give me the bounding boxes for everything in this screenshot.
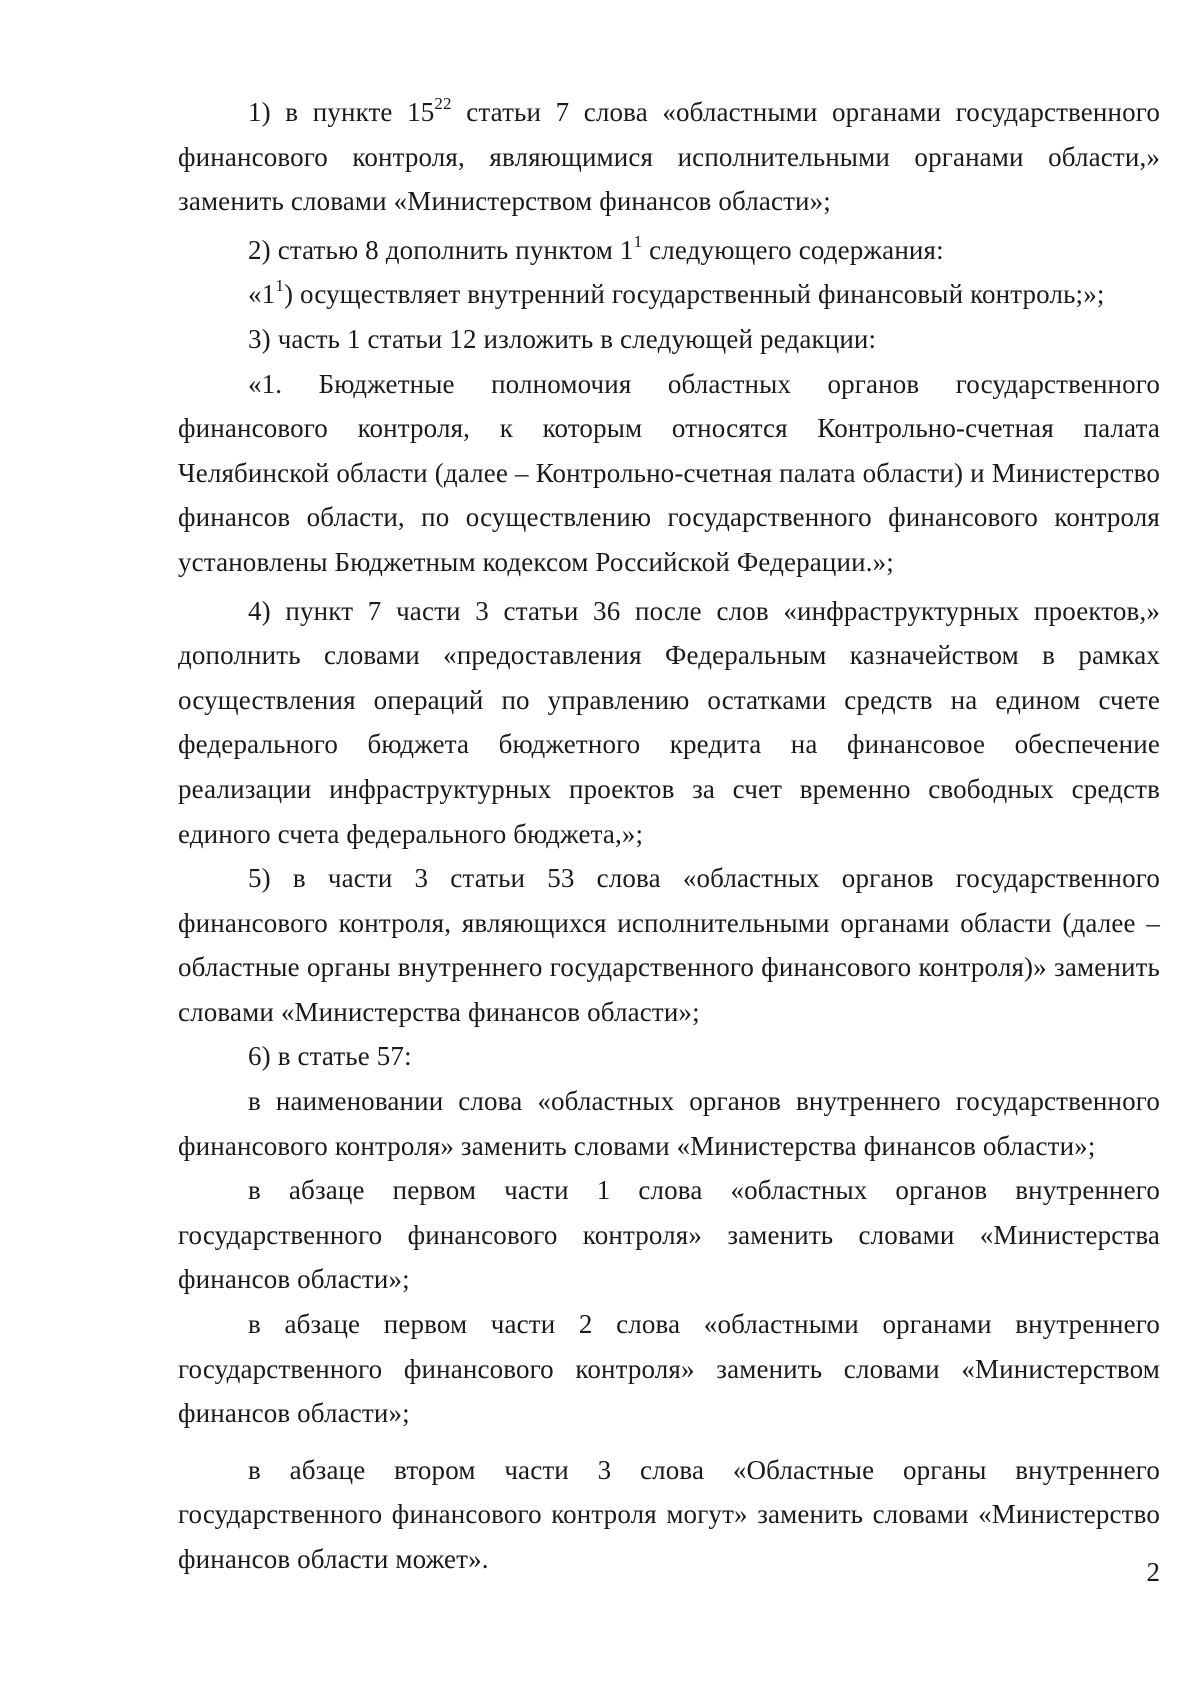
amendment-item-6-part-1: в абзаце первом части 1 слова «областных органов внутреннего государственного финансового контроля» заменить словами «Министерства финансов области»;	[178, 1175, 1160, 1295]
quoted-part-1: «1. Бюджетные полномочия областных органов государственного финансового контроля, к которым относятся Контрольно-счетная палата Челябинской области (далее – Контрольно-счетная палата области) и Министерство финансов области, по осуществлению государственного финансового контроля установлены Бюджетным кодексом Российской Федерации.»;	[178, 368, 1160, 577]
document-body	[178, 90, 1160, 1582]
amendment-item-6: 6) в статье 57:	[248, 1041, 412, 1072]
page-number: 2	[1146, 1557, 1160, 1587]
amendment-item-3: 3) часть 1 статьи 12 изложить в следующей редакции:	[248, 323, 877, 354]
amendment-item-1: 1) в пункте $15^{22}$ статьи 7 слова «областными органами государственного финансового контроля, являющимися исполнительными органами области,» заменить словами «Министерством финансов области»;	[178, 94, 1160, 217]
superscript: 22	[434, 94, 452, 114]
superscript: 1	[275, 276, 284, 296]
amendment-item-2: 2) статью 8 дополнить пунктом $1^1$ следующего содержания:	[248, 231, 944, 265]
amendment-item-6-name: в наименовании слова «областных органов внутреннего государственного финансового контроля» заменить словами «Министерства финансов области»;	[178, 1086, 1160, 1161]
superscript: 1	[633, 231, 643, 251]
amendment-item-6-part-2: в абзаце первом части 2 слова «областными органами внутреннего государственного финансового контроля» заменить словами «Министерством финансов области»;	[178, 1309, 1160, 1429]
amendment-item-6-part-3: в абзаце втором части 3 слова «Областные органы внутреннего государственного финансового контроля могут» заменить словами «Министерство финансов области может».	[178, 1454, 1160, 1574]
amendment-item-4: 4) пункт 7 части 3 статьи 36 после слов «инфраструктурных проектов,» дополнить словами «предоставления Федеральным казначейством в рамках осуществления операций по управлению остатками средств на едином счете федерального бюджета бюджетного кредита на финансовое обеспечение реализации инфраструктурных проектов за счет временно свободных средств единого счета федерального бюджета,»;	[178, 595, 1160, 849]
quoted-point-1-1: «$1^1$) осуществляет внутренний государственный финансовый контроль;»;	[248, 276, 1105, 310]
amendment-item-5: 5) в части 3 статьи 53 слова «областных органов государственного финансового контроля, являющихся исполнительными органами области (далее – областные органы внутреннего государственного финансового контроля)» заменить словами «Министерства финансов области»;	[178, 863, 1160, 1027]
